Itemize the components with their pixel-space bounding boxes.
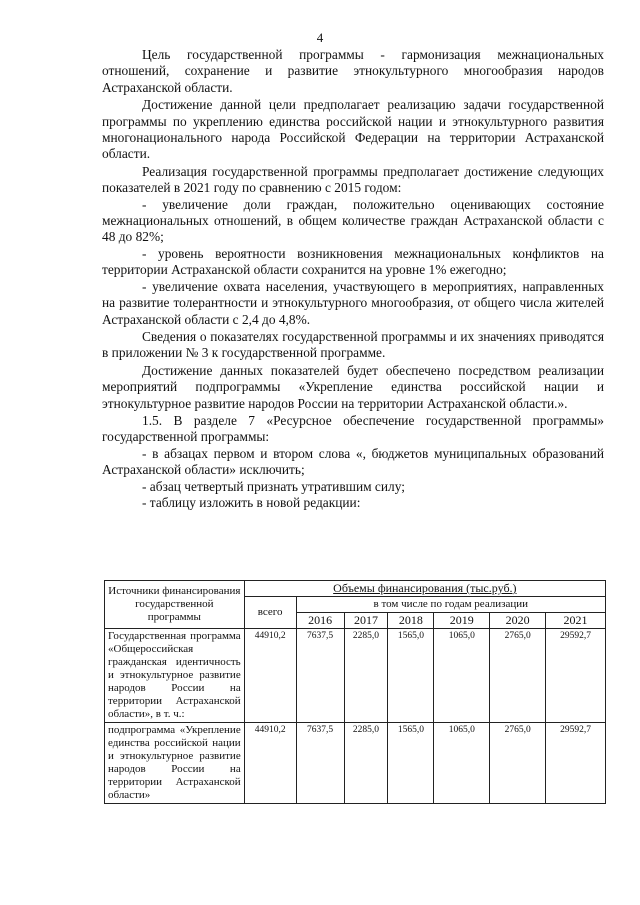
- list-item-amendment-1: - в абзацах первом и втором слова «, бюджетов муниципальных образований Астраханской области» исключить;: [102, 445, 604, 478]
- paragraph-goal-achievement: Достижение данной цели предполагает реализацию задачи государственной программы по укреплению единства российской нации и этнокультурного развития многонационального народа Российской Федерации на территории Астраханской области.: [102, 97, 604, 162]
- table-row: [105, 629, 606, 723]
- row-value: 2285,0: [344, 723, 388, 804]
- header-year: 2016: [296, 613, 344, 629]
- table-row: [105, 723, 606, 804]
- row-value: 7637,5: [296, 723, 344, 804]
- header-year: 2020: [490, 613, 546, 629]
- paragraph-section-7-amendment: 1.5. В разделе 7 «Ресурсное обеспечение государственной программы» государственной программы:: [102, 412, 604, 445]
- row-value: 2285,0: [344, 629, 388, 723]
- header-year: 2021: [546, 613, 606, 629]
- list-item-indicator-1: - увеличение доли граждан, положительно оценивающих состояние межнациональных отношений, в общем количестве граждан Астраханской области с 48 до 82%;: [102, 196, 604, 245]
- document-body: [102, 47, 604, 511]
- row-value: 29592,7: [546, 723, 606, 804]
- list-item-amendment-2: - абзац четвертый признать утратившим силу;: [142, 478, 405, 494]
- header-source: Источники финансирования государственной программы: [105, 581, 245, 629]
- list-item-indicator-3: - увеличение охвата населения, участвующего в мероприятиях, направленных на развитие толерантности и этнокультурного многообразия, от общего числа жителей Астраханской области с 2,4 до 4,8%.: [102, 278, 604, 327]
- table-header-row: [105, 581, 606, 597]
- list-item-amendment-3: - таблицу изложить в новой редакции:: [142, 494, 361, 510]
- row-value: 1065,0: [434, 629, 490, 723]
- row-value: 1565,0: [388, 629, 434, 723]
- financing-table: [104, 580, 606, 804]
- row-value: 7637,5: [296, 629, 344, 723]
- header-year: 2017: [344, 613, 388, 629]
- paragraph-goal: Цель государственной программы - гармонизация межнациональных отношений, сохранение и развитие этнокультурного многообразия народов Астраханской области.: [102, 47, 604, 95]
- paragraph-indicators-appendix: Сведения о показателях государственной программы и их значениях приводятся в приложении № 3 к государственной программе.: [102, 328, 604, 361]
- page-number: 4: [316, 30, 324, 45]
- header-by-years: в том числе по годам реализации: [296, 597, 605, 613]
- header-year: 2018: [388, 613, 434, 629]
- list-item-indicator-2: - уровень вероятности возникновения межнациональных конфликтов на территории Астраханской области сохранится на уровне 1% ежегодно;: [102, 245, 604, 278]
- row-value: 29592,7: [546, 629, 606, 723]
- header-year: 2019: [434, 613, 490, 629]
- row-value: 2765,0: [490, 723, 546, 804]
- paragraph-indicators-intro: Реализация государственной программы предполагает достижение следующих показателей в 2021 году по сравнению с 2015 годом:: [102, 163, 604, 196]
- row-source: Государственная программа «Общероссийская гражданская идентичность и этнокультурное развитие народов России на территории Астраханской области», в т. ч.:: [105, 629, 245, 723]
- row-total: 44910,2: [244, 723, 296, 804]
- row-source: подпрограмма «Укрепление единства российской нации и этнокультурное развитие народов России на территории Астраханской области»: [105, 723, 245, 804]
- row-value: 1565,0: [388, 723, 434, 804]
- row-value: 2765,0: [490, 629, 546, 723]
- row-total: 44910,2: [244, 629, 296, 723]
- header-total: всего: [244, 597, 296, 629]
- paragraph-indicators-means: Достижение данных показателей будет обеспечено посредством реализации мероприятий подпрограммы «Укрепление единства российской нации и этнокультурное развитие народов России на территории Астраханской области.».: [102, 362, 604, 411]
- row-value: 1065,0: [434, 723, 490, 804]
- header-volumes: Объемы финансирования (тыс.руб.): [244, 581, 605, 597]
